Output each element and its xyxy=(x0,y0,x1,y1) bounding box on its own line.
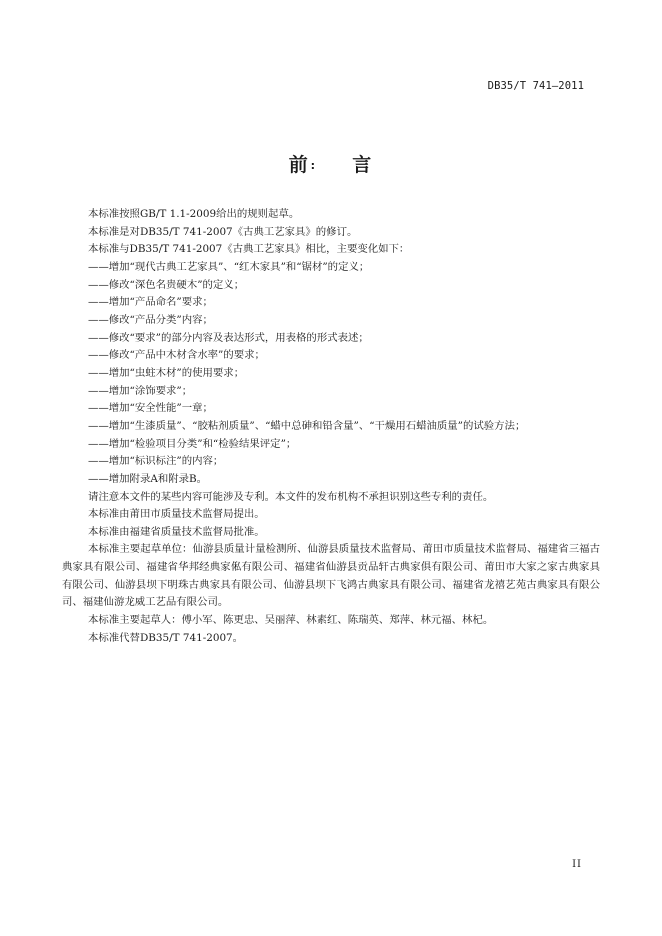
title-mark: : xyxy=(310,159,317,172)
change-item: ——增加“安全性能”一章； xyxy=(88,402,213,415)
paragraph: 本标准按照GB/T 1.1-2009给出的规则起草。 xyxy=(88,208,300,220)
paragraph: 本标准代替DB35/T 741-2007。 xyxy=(88,631,244,644)
patent-notice: 请注意本文件的某些内容可能涉及专利。本文件的发布机构不承担识别这些专利的责任。 xyxy=(88,490,494,503)
change-item: ——增加“检验项目分类”和“检验结果评定”； xyxy=(88,437,297,450)
title-part-2: 言 xyxy=(352,154,374,176)
change-item: ——修改“产品中木材含水率”的要求； xyxy=(88,349,265,362)
change-item: ——修改“产品分类”内容； xyxy=(88,313,213,326)
page-title xyxy=(0,150,662,177)
page-number: II xyxy=(572,859,582,870)
paragraph: 本标准由莆田市质量技术监督局提出。 xyxy=(88,508,265,521)
change-item: ——增加“产品命名”要求； xyxy=(88,296,213,309)
change-item: ——增加“生漆质量”、“胶粘剂质量”、“蜡中总砷和铅含量”、“干燥用石蜡油质量”的试验方法； xyxy=(88,419,526,432)
paragraph: 本标准是对DB35/T 741-2007《古典工艺家具》的修订。 xyxy=(88,225,358,238)
foreword-body xyxy=(62,206,600,647)
paragraph: 本标准由福建省质量技术监督局批准。 xyxy=(88,525,265,538)
change-item: ——增加“虫蛀木材”的使用要求； xyxy=(88,366,245,379)
change-item: ——增加附录A和附录B。 xyxy=(88,472,208,485)
drafting-units: 本标准主要起草单位：仙游县质量计量检测所、仙游县质量技术监督局、莆田市质量技术监督局、福建省三福古典家具有限公司、福建省华邦经典家俬有限公司、福建省仙游县贡品轩古典家俱有限公司、莆田市大家之家古典家具有限公司、仙游县坝下明珠古典家具有限公司、仙游县坝下飞鸿古典家具有限公司、福建省龙禧艺苑古典家具有限公司、福建仙游龙威工艺品有限公司。 xyxy=(62,543,600,609)
standard-code: DB35/T 741—2011 xyxy=(487,80,584,92)
change-item: ——增加“涂饰要求”； xyxy=(88,384,193,397)
change-item: ——修改“要求”的部分内容及表达形式，用表格的形式表述； xyxy=(88,331,369,344)
change-item: ——增加“现代古典工艺家具”、“红木家具”和“锯材”的定义； xyxy=(88,260,370,273)
title-part-1: 前 xyxy=(288,154,310,176)
paragraph: 本标准与DB35/T 741-2007《古典工艺家具》相比，主要变化如下： xyxy=(88,243,410,256)
change-item: ——增加“标识标注”的内容； xyxy=(88,455,224,468)
drafters: 本标准主要起草人：傅小军、陈更忠、吴丽萍、林素红、陈瑞英、郑萍、林元福、林杞。 xyxy=(88,614,494,627)
change-item: ——修改“深色名贵硬木”的定义； xyxy=(88,278,245,291)
